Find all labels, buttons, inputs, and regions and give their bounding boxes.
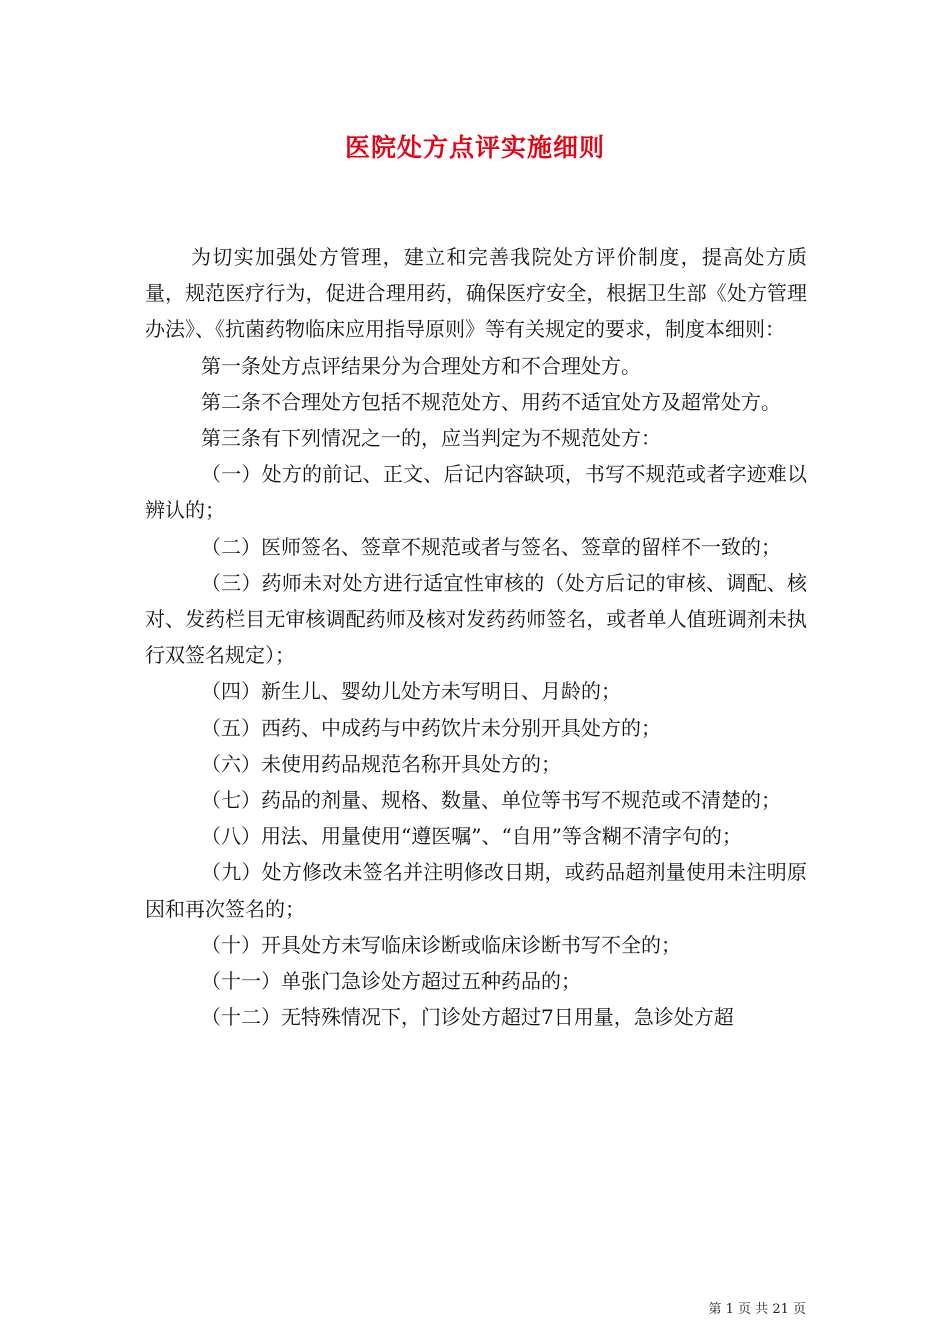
document-body xyxy=(145,239,807,1035)
clause-item: （二）医师签名、签章不规范或者与签名、签章的留样不一致的； xyxy=(201,534,781,559)
clause-item: （八）用法、用量使用“遵医嘱”、“自用”等含糊不清字句的； xyxy=(201,824,742,849)
clause-item: （十二）无特殊情况下，门诊处方超过7日用量，急诊处方超 xyxy=(201,1005,734,1030)
clause-item: （十）开具处方未写临床诊断或临床诊断书写不全的； xyxy=(201,932,681,957)
clause-item: （七）药品的剂量、规格、数量、单位等书写不规范或不清楚的； xyxy=(201,788,781,813)
clause-item: （一）处方的前记、正文、后记内容缺项，书写不规范或者字迹难以辨认的； xyxy=(145,462,807,523)
clause-item: （五）西药、中成药与中药饮片未分别开具处方的； xyxy=(201,715,661,740)
clause-item: （十一）单张门急诊处方超过五种药品的； xyxy=(201,969,581,994)
article-1: 第一条处方点评结果分为合理处方和不合理处方。 xyxy=(201,353,641,378)
article-3: 第三条有下列情况之一的，应当判定为不规范处方： xyxy=(201,426,661,451)
page-number: 第 1 页 共 21 页 xyxy=(708,1302,806,1317)
document-title: 医院处方点评实施细则 xyxy=(344,133,605,162)
article-2: 第二条不合理处方包括不规范处方、用药不适宜处方及超常处方。 xyxy=(201,389,781,414)
intro-paragraph: 为切实加强处方管理，建立和完善我院处方评价制度，提高处方质量，规范医疗行为，促进合理用药，确保医疗安全，根据卫生部《处方管理办法》、《抗菌药物临床应用指导原则》等有关规定的要求，制度本细则： xyxy=(145,245,807,342)
clause-item: （九）处方修改未签名并注明修改日期，或药品超剂量使用未注明原因和再次签名的； xyxy=(145,860,807,921)
clause-item: （四）新生儿、婴幼儿处方未写明日、月龄的； xyxy=(201,679,621,704)
clause-item: （六）未使用药品规范名称开具处方的； xyxy=(201,751,561,776)
clause-item: （三）药师未对处方进行适宜性审核的（处方后记的审核、调配、核对、发药栏目无审核调配药师及核对发药药师签名，或者单人值班调剂未执行双签名规定）； xyxy=(145,570,807,668)
